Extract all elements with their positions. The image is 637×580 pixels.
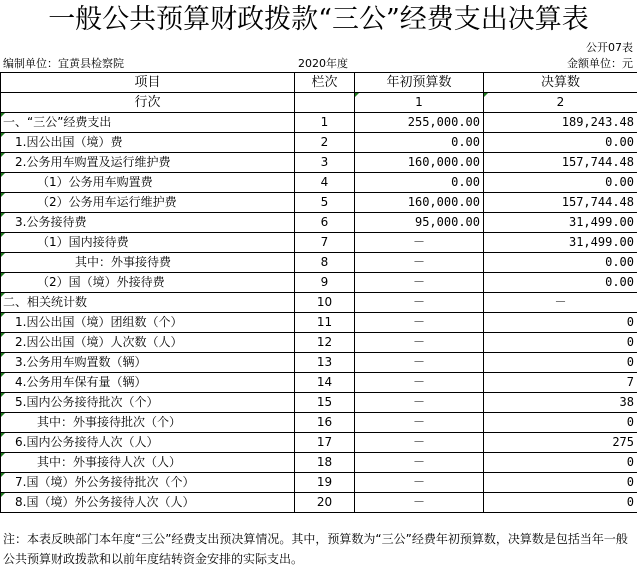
table-row [1,173,637,193]
row-item: 其中：外事接待人次（人） [1,453,295,473]
table-row [1,233,637,253]
table-row [1,373,637,393]
table-row [1,213,637,233]
table-row [1,113,637,133]
row-item: 6.国内公务接待人次（人） [1,433,295,453]
row-number: 14 [295,373,355,393]
row-budget: － [355,373,484,393]
row-number: 20 [295,493,355,513]
table-row [1,133,637,153]
header-final: 决算数 [484,73,637,93]
row-number: 6 [295,213,355,233]
row-number: 7 [295,233,355,253]
subheader-label: 行次 [1,93,295,113]
table-row [1,273,637,293]
row-final: － [484,293,637,313]
row-final: 0 [484,493,637,513]
table-row [1,473,637,493]
row-final: 0 [484,473,637,493]
row-budget: － [355,433,484,453]
row-budget: 0.00 [355,133,484,153]
row-final: 31,499.00 [484,213,637,233]
row-final: 7 [484,373,637,393]
table-row [1,293,637,313]
subheader-row [1,93,637,113]
row-budget: 0.00 [355,173,484,193]
row-final: 0.00 [484,133,637,153]
table-row [1,193,637,213]
subheader-blank [295,93,355,113]
table-row [1,493,637,513]
row-number: 12 [295,333,355,353]
row-final: 0 [484,413,637,433]
row-item: 1.因公出国（境）费 [1,133,295,153]
table-row [1,153,637,173]
header-row [1,73,637,93]
row-item: 一、“三公”经费支出 [1,113,295,133]
row-number: 13 [295,353,355,373]
subheader-final-no: 2 [484,93,637,113]
row-budget: 160,000.00 [355,153,484,173]
row-number: 11 [295,313,355,333]
header-col-no: 栏次 [295,73,355,93]
row-final: 0 [484,313,637,333]
row-number: 1 [295,113,355,133]
row-budget: 95,000.00 [355,213,484,233]
row-final: 0 [484,333,637,353]
row-number: 10 [295,293,355,313]
row-item: 8.国（境）外公务接待人次（人） [1,493,295,513]
table-row [1,393,637,413]
row-item: （1）国内接待费 [1,233,295,253]
row-budget: 160,000.00 [355,193,484,213]
row-budget: － [355,253,484,273]
table-row [1,433,637,453]
table-row [1,453,637,473]
row-budget: － [355,233,484,253]
row-budget: － [355,413,484,433]
row-item: 二、相关统计数 [1,293,295,313]
row-budget: － [355,273,484,293]
row-final: 157,744.48 [484,193,637,213]
row-budget: － [355,393,484,413]
row-budget: － [355,333,484,353]
row-item: 4.公务用车保有量（辆） [1,373,295,393]
row-budget: － [355,313,484,333]
compiling-unit: 编制单位：宜黄县检察院 [3,57,124,70]
row-final: 189,243.48 [484,113,637,133]
row-item: 其中：外事接待批次（个） [1,413,295,433]
row-number: 19 [295,473,355,493]
row-final: 0 [484,453,637,473]
row-budget: － [355,353,484,373]
report-title: 一般公共预算财政拨款“三公”经费支出决算表 [48,4,589,35]
row-item: 5.国内公务接待批次（个） [1,393,295,413]
fiscal-year: 2020年度 [298,57,348,70]
form-code: 公开07表 [586,41,633,54]
row-final: 0 [484,353,637,373]
row-number: 2 [295,133,355,153]
row-number: 17 [295,433,355,453]
row-item: 3.公务接待费 [1,213,295,233]
table-row [1,353,637,373]
row-final: 38 [484,393,637,413]
row-item: 3.公务用车购置数（辆） [1,353,295,373]
row-number: 3 [295,153,355,173]
table-row [1,253,637,273]
row-item: （2）公务用车运行维护费 [1,193,295,213]
header-budget: 年初预算数 [355,73,484,93]
row-number: 18 [295,453,355,473]
row-final: 157,744.48 [484,153,637,173]
row-item: 其中：外事接待费 [1,253,295,273]
row-number: 9 [295,273,355,293]
row-item: 1.因公出国（境）团组数（个） [1,313,295,333]
row-final: 275 [484,433,637,453]
row-item: 7.国（境）外公务接待批次（个） [1,473,295,493]
row-number: 16 [295,413,355,433]
table-row [1,313,637,333]
amount-unit: 金额单位：元 [567,57,633,70]
row-final: 31,499.00 [484,233,637,253]
row-final: 0.00 [484,273,637,293]
row-item: 2.公务用车购置及运行维护费 [1,153,295,173]
row-number: 4 [295,173,355,193]
table-row [1,333,637,353]
expense-table [0,72,637,513]
row-final: 0.00 [484,173,637,193]
footnote: 注：本表反映部门本年度“三公”经费支出预决算情况。其中，预算数为“三公”经费年初预算数，决算数是包括当年一般公共预算财政拨款和以前年度结转资金安排的实际支出。 [3,532,628,566]
subheader-budget-no: 1 [355,93,484,113]
row-budget: － [355,473,484,493]
row-number: 5 [295,193,355,213]
row-item: （2）国（境）外接待费 [1,273,295,293]
header-item: 项目 [1,73,295,93]
row-budget: 255,000.00 [355,113,484,133]
row-number: 8 [295,253,355,273]
row-number: 15 [295,393,355,413]
row-budget: － [355,293,484,313]
row-budget: － [355,453,484,473]
row-item: 2.因公出国（境）人次数（人） [1,333,295,353]
table-row [1,413,637,433]
row-budget: － [355,493,484,513]
row-final: 0.00 [484,253,637,273]
row-item: （1）公务用车购置费 [1,173,295,193]
